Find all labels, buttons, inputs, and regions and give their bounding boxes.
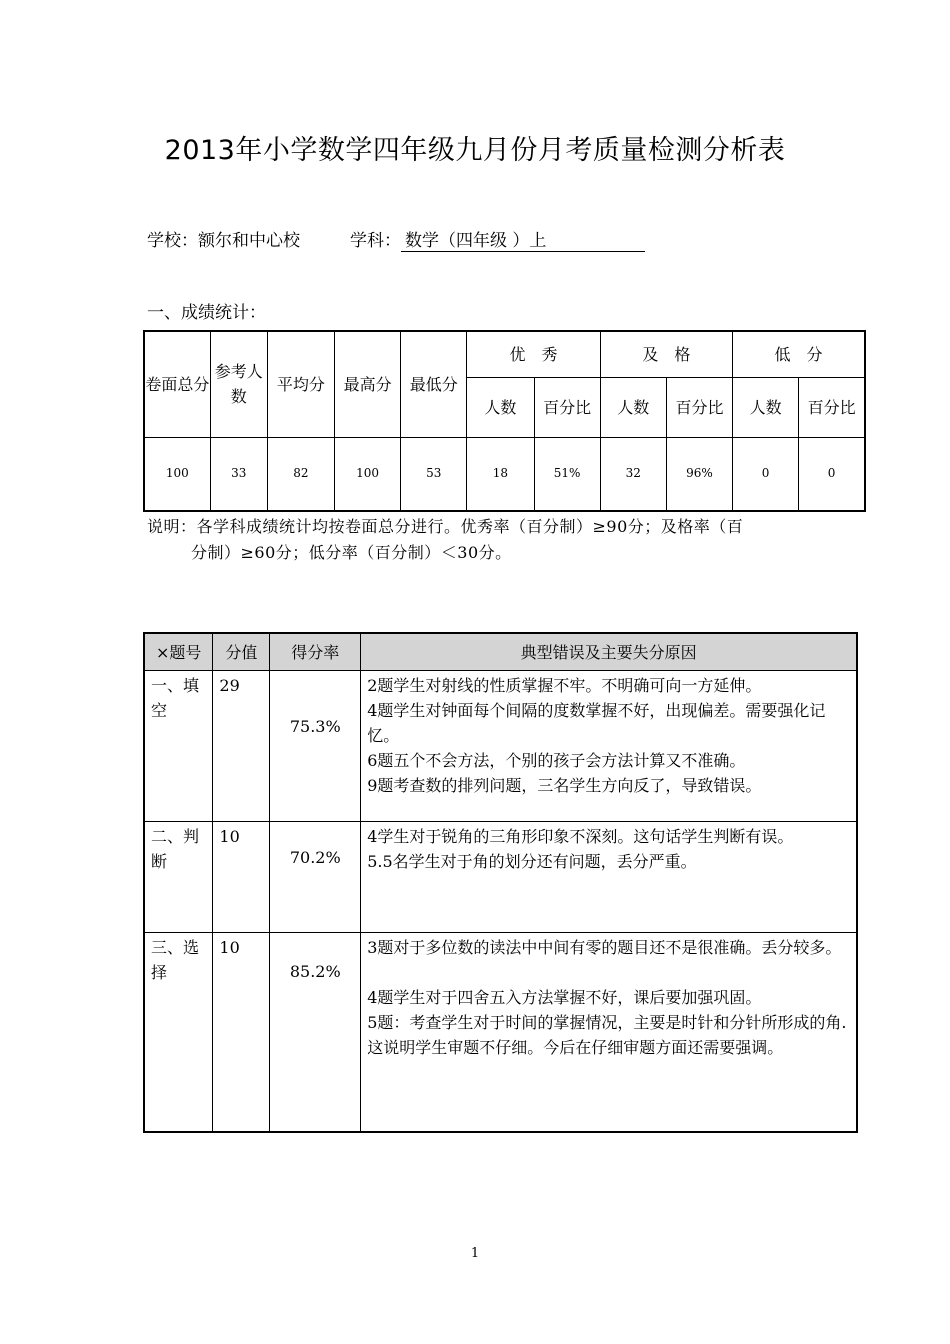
cell-total-score: 100: [144, 437, 210, 511]
cell-low-count: 0: [733, 437, 799, 511]
cell-highest: 100: [335, 437, 401, 511]
error-analysis-table: [143, 632, 858, 1133]
note-line-1: 说明：各学科成绩统计均按卷面总分进行。优秀率（百分制）≥90分；及格率（百: [147, 517, 744, 536]
header-error-reasons: 典型错误及主要失分原因: [361, 633, 857, 671]
header-item-number: ×题号: [144, 633, 213, 671]
reason-line: 4题学生对于四舍五入方法掌握不好，课后要加强巩固。: [367, 988, 762, 1007]
cell-pass-count: 32: [600, 437, 666, 511]
reason-blank: [367, 960, 850, 985]
cell-low-percent: 0: [799, 437, 865, 511]
reason-line: 6题五个不会方法，个别的孩子会方法计算又不准确。: [367, 751, 746, 770]
item-rate: 70.2%: [270, 822, 361, 933]
item-rate: 75.3%: [270, 671, 361, 822]
page-title: 2013年小学数学四年级九月份月考质量检测分析表: [164, 135, 786, 166]
cell-excellent-percent: 51%: [534, 437, 600, 511]
subject-label: 学科：: [350, 231, 401, 251]
item-name: 三、选择: [144, 933, 213, 1132]
item-reasons: [361, 933, 857, 1132]
section-heading-scores: 一、成绩统计：: [147, 303, 266, 323]
reason-line: 3题对于多位数的读法中中间有零的题目还不是很准确。丢分较多。: [367, 938, 842, 957]
header-average: 平均分: [267, 331, 334, 437]
header-lowest: 最低分: [401, 331, 467, 437]
header-pass-percent: 百分比: [666, 377, 732, 437]
school-subject-line: [147, 226, 645, 252]
table-row: [144, 822, 857, 933]
header-excellent: 优 秀: [467, 331, 600, 377]
header-excellent-count: 人数: [467, 377, 534, 437]
header-score-rate: 得分率: [270, 633, 361, 671]
school-label: 学校：额尔和中心校: [147, 231, 300, 251]
cell-lowest: 53: [401, 437, 467, 511]
item-score: 29: [213, 671, 270, 822]
reason-line: 2题学生对射线的性质掌握不牢。不明确可向一方延伸。: [367, 676, 762, 695]
header-highest: 最高分: [335, 331, 401, 437]
reason-line: 4题学生对钟面每个间隔的度数掌握不好，出现偏差。需要强化记忆。: [367, 701, 826, 745]
header-pass: 及 格: [600, 331, 732, 377]
reason-line: 5.5名学生对于角的划分还有问题，丢分严重。: [367, 852, 697, 871]
header-pass-count: 人数: [600, 377, 666, 437]
cell-average: 82: [267, 437, 334, 511]
header-excellent-percent: 百分比: [534, 377, 600, 437]
cell-participants: 33: [210, 437, 267, 511]
reason-line: 4学生对于锐角的三角形印象不深刻。这句话学生判断有误。: [367, 827, 794, 846]
page-number: 1: [470, 1246, 480, 1261]
header-low-percent: 百分比: [799, 377, 865, 437]
header-low-count: 人数: [733, 377, 799, 437]
item-name: 一、填空: [144, 671, 213, 822]
item-score: 10: [213, 822, 270, 933]
item-rate: 85.2%: [270, 933, 361, 1132]
score-statistics-table: [143, 330, 866, 512]
table-row: [144, 933, 857, 1132]
item-reasons: [361, 671, 857, 822]
item-score: 10: [213, 933, 270, 1132]
header-low: 低 分: [733, 331, 865, 377]
subject-value: 数学（四年级 ）上: [401, 226, 645, 252]
header-score-value: 分值: [213, 633, 270, 671]
table-row: [144, 671, 857, 822]
header-total-score: 卷面总分: [144, 331, 210, 437]
reason-line: 5题：考查学生对于时间的掌握情况，主要是时针和分针所形成的角.这说明学生审题不仔细。今后在仔细审题方面还需要强调。: [367, 1013, 847, 1057]
cell-excellent-count: 18: [467, 437, 534, 511]
note-line-2: 分制）≥60分；低分率（百分制）＜30分。: [191, 543, 512, 562]
item-name: 二、判断: [144, 822, 213, 933]
cell-pass-percent: 96%: [666, 437, 732, 511]
explanation-note: [147, 514, 743, 566]
reason-line: 9题考查数的排列问题，三名学生方向反了，导致错误。: [367, 776, 762, 795]
header-participants: 参考人数: [210, 331, 267, 437]
item-reasons: [361, 822, 857, 933]
